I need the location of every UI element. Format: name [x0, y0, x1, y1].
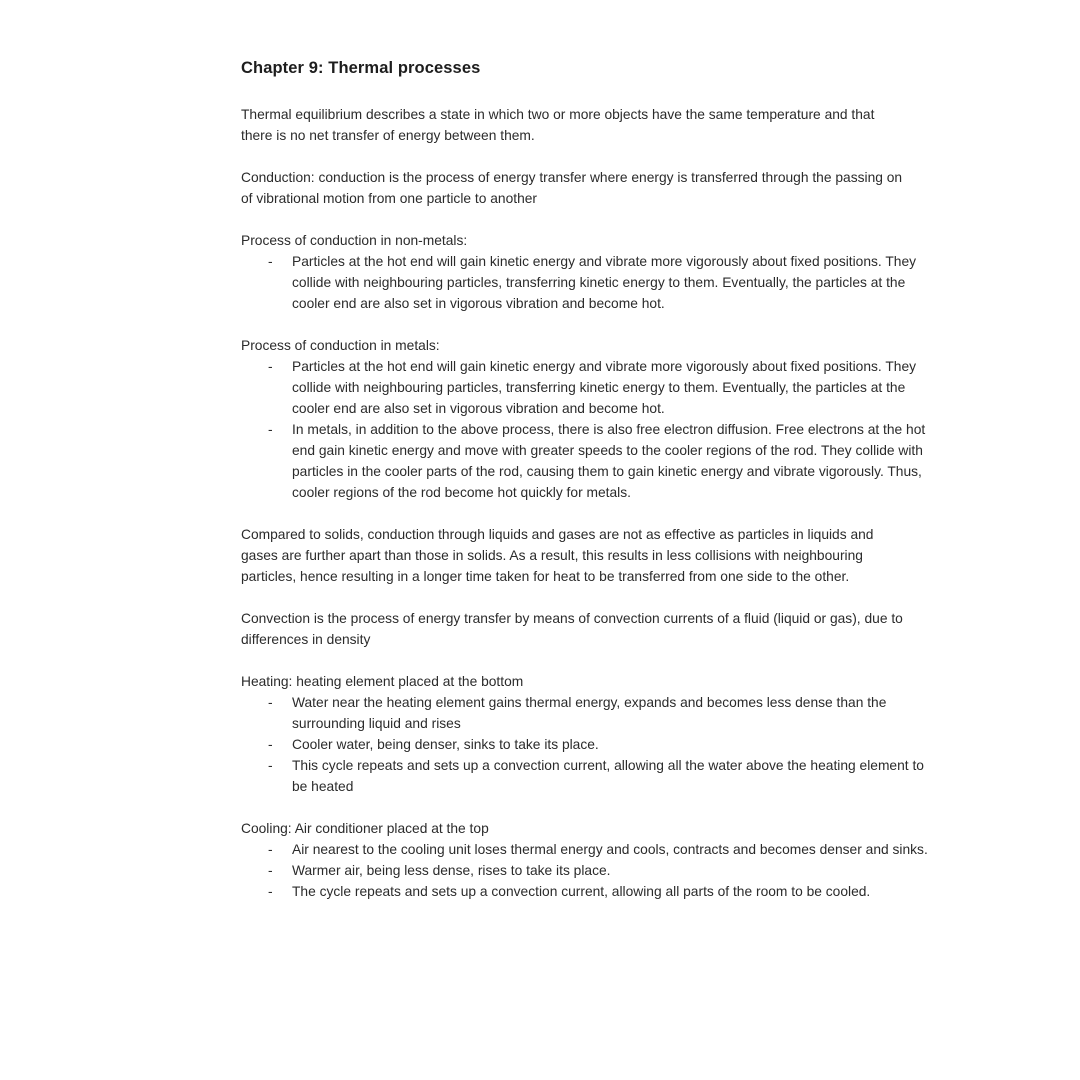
list-item-text: Cooler water, being denser, sinks to take its place. [292, 737, 599, 752]
list-item [241, 839, 930, 860]
list-item-text: This cycle repeats and sets up a convection current, allowing all the water above the heating element to be heated [292, 758, 924, 794]
heading-heating: Heating: heating element placed at the bottom [241, 674, 524, 689]
list-item-text: Air nearest to the cooling unit loses thermal energy and cools, contracts and becomes denser and sinks. [292, 842, 928, 857]
paragraph-liquids-gases-comparison: Compared to solids, conduction through liquids and gases are not as effective as particles in liquids and gases are further apart than those in solids. As a result, this results in less collisions with neighbouring particles, hence resulting in a longer time taken for heat to be transferred from one side to the other. [241, 527, 874, 584]
bullet-dash-icon: - [268, 842, 273, 857]
list-item-text: Particles at the hot end will gain kinetic energy and vibrate more vigorously about fixed positions. They collide with neighbouring particles, transferring kinetic energy to them. Eventually, the particles at the cooler end are also set in vigorous vibration and become hot. [292, 359, 917, 416]
list-heating [241, 692, 930, 797]
bullet-dash-icon: - [268, 863, 273, 878]
list-item-text: Water near the heating element gains thermal energy, expands and becomes less dense than the surrounding liquid and rises [292, 695, 887, 731]
document-body [241, 104, 930, 902]
bullet-dash-icon: - [268, 884, 273, 899]
paragraph-conduction-definition: Conduction: conduction is the process of energy transfer where energy is transferred through the passing on of vibrational motion from one particle to another [241, 170, 903, 206]
list-item [241, 881, 930, 902]
heading-cooling: Cooling: Air conditioner placed at the top [241, 821, 489, 836]
heading-conduction-metals: Process of conduction in metals: [241, 338, 440, 353]
list-item-text: The cycle repeats and sets up a convection current, allowing all parts of the room to be cooled. [292, 884, 871, 899]
list-item-text: Warmer air, being less dense, rises to take its place. [292, 863, 611, 878]
bullet-dash-icon: - [268, 695, 273, 710]
bullet-dash-icon: - [268, 422, 273, 437]
bullet-dash-icon: - [268, 359, 273, 374]
list-item [241, 692, 930, 734]
list-conduction-metals [241, 356, 930, 503]
list-conduction-non-metals [241, 251, 930, 314]
list-item [241, 755, 930, 797]
bullet-dash-icon: - [268, 254, 273, 269]
paragraph-thermal-equilibrium: Thermal equilibrium describes a state in which two or more objects have the same temperature and that there is no net transfer of energy between them. [241, 107, 875, 143]
list-item-text: In metals, in addition to the above process, there is also free electron diffusion. Free electrons at the hot end gain kinetic energy and move with greater speeds to the cooler regions of the rod. They collide with particles in the cooler parts of the rod, causing them to gain kinetic energy and vibrate vigorously. Thus, cooler regions of the rod become hot quickly for metals. [292, 422, 926, 500]
heading-conduction-non-metals: Process of conduction in non-metals: [241, 233, 468, 248]
list-cooling [241, 839, 930, 902]
list-item [241, 356, 930, 419]
list-item [241, 860, 930, 881]
list-item-text: Particles at the hot end will gain kinetic energy and vibrate more vigorously about fixed positions. They collide with neighbouring particles, transferring kinetic energy to them. Eventually, the particles at the cooler end are also set in vigorous vibration and become hot. [292, 254, 917, 311]
list-item [241, 419, 930, 503]
page-title: Chapter 9: Thermal processes [241, 59, 481, 77]
bullet-dash-icon: - [268, 758, 273, 773]
list-item [241, 251, 930, 314]
list-item [241, 734, 930, 755]
bullet-dash-icon: - [268, 737, 273, 752]
paragraph-convection-definition: Convection is the process of energy transfer by means of convection currents of a fluid (liquid or gas), due to differences in density [241, 611, 903, 647]
